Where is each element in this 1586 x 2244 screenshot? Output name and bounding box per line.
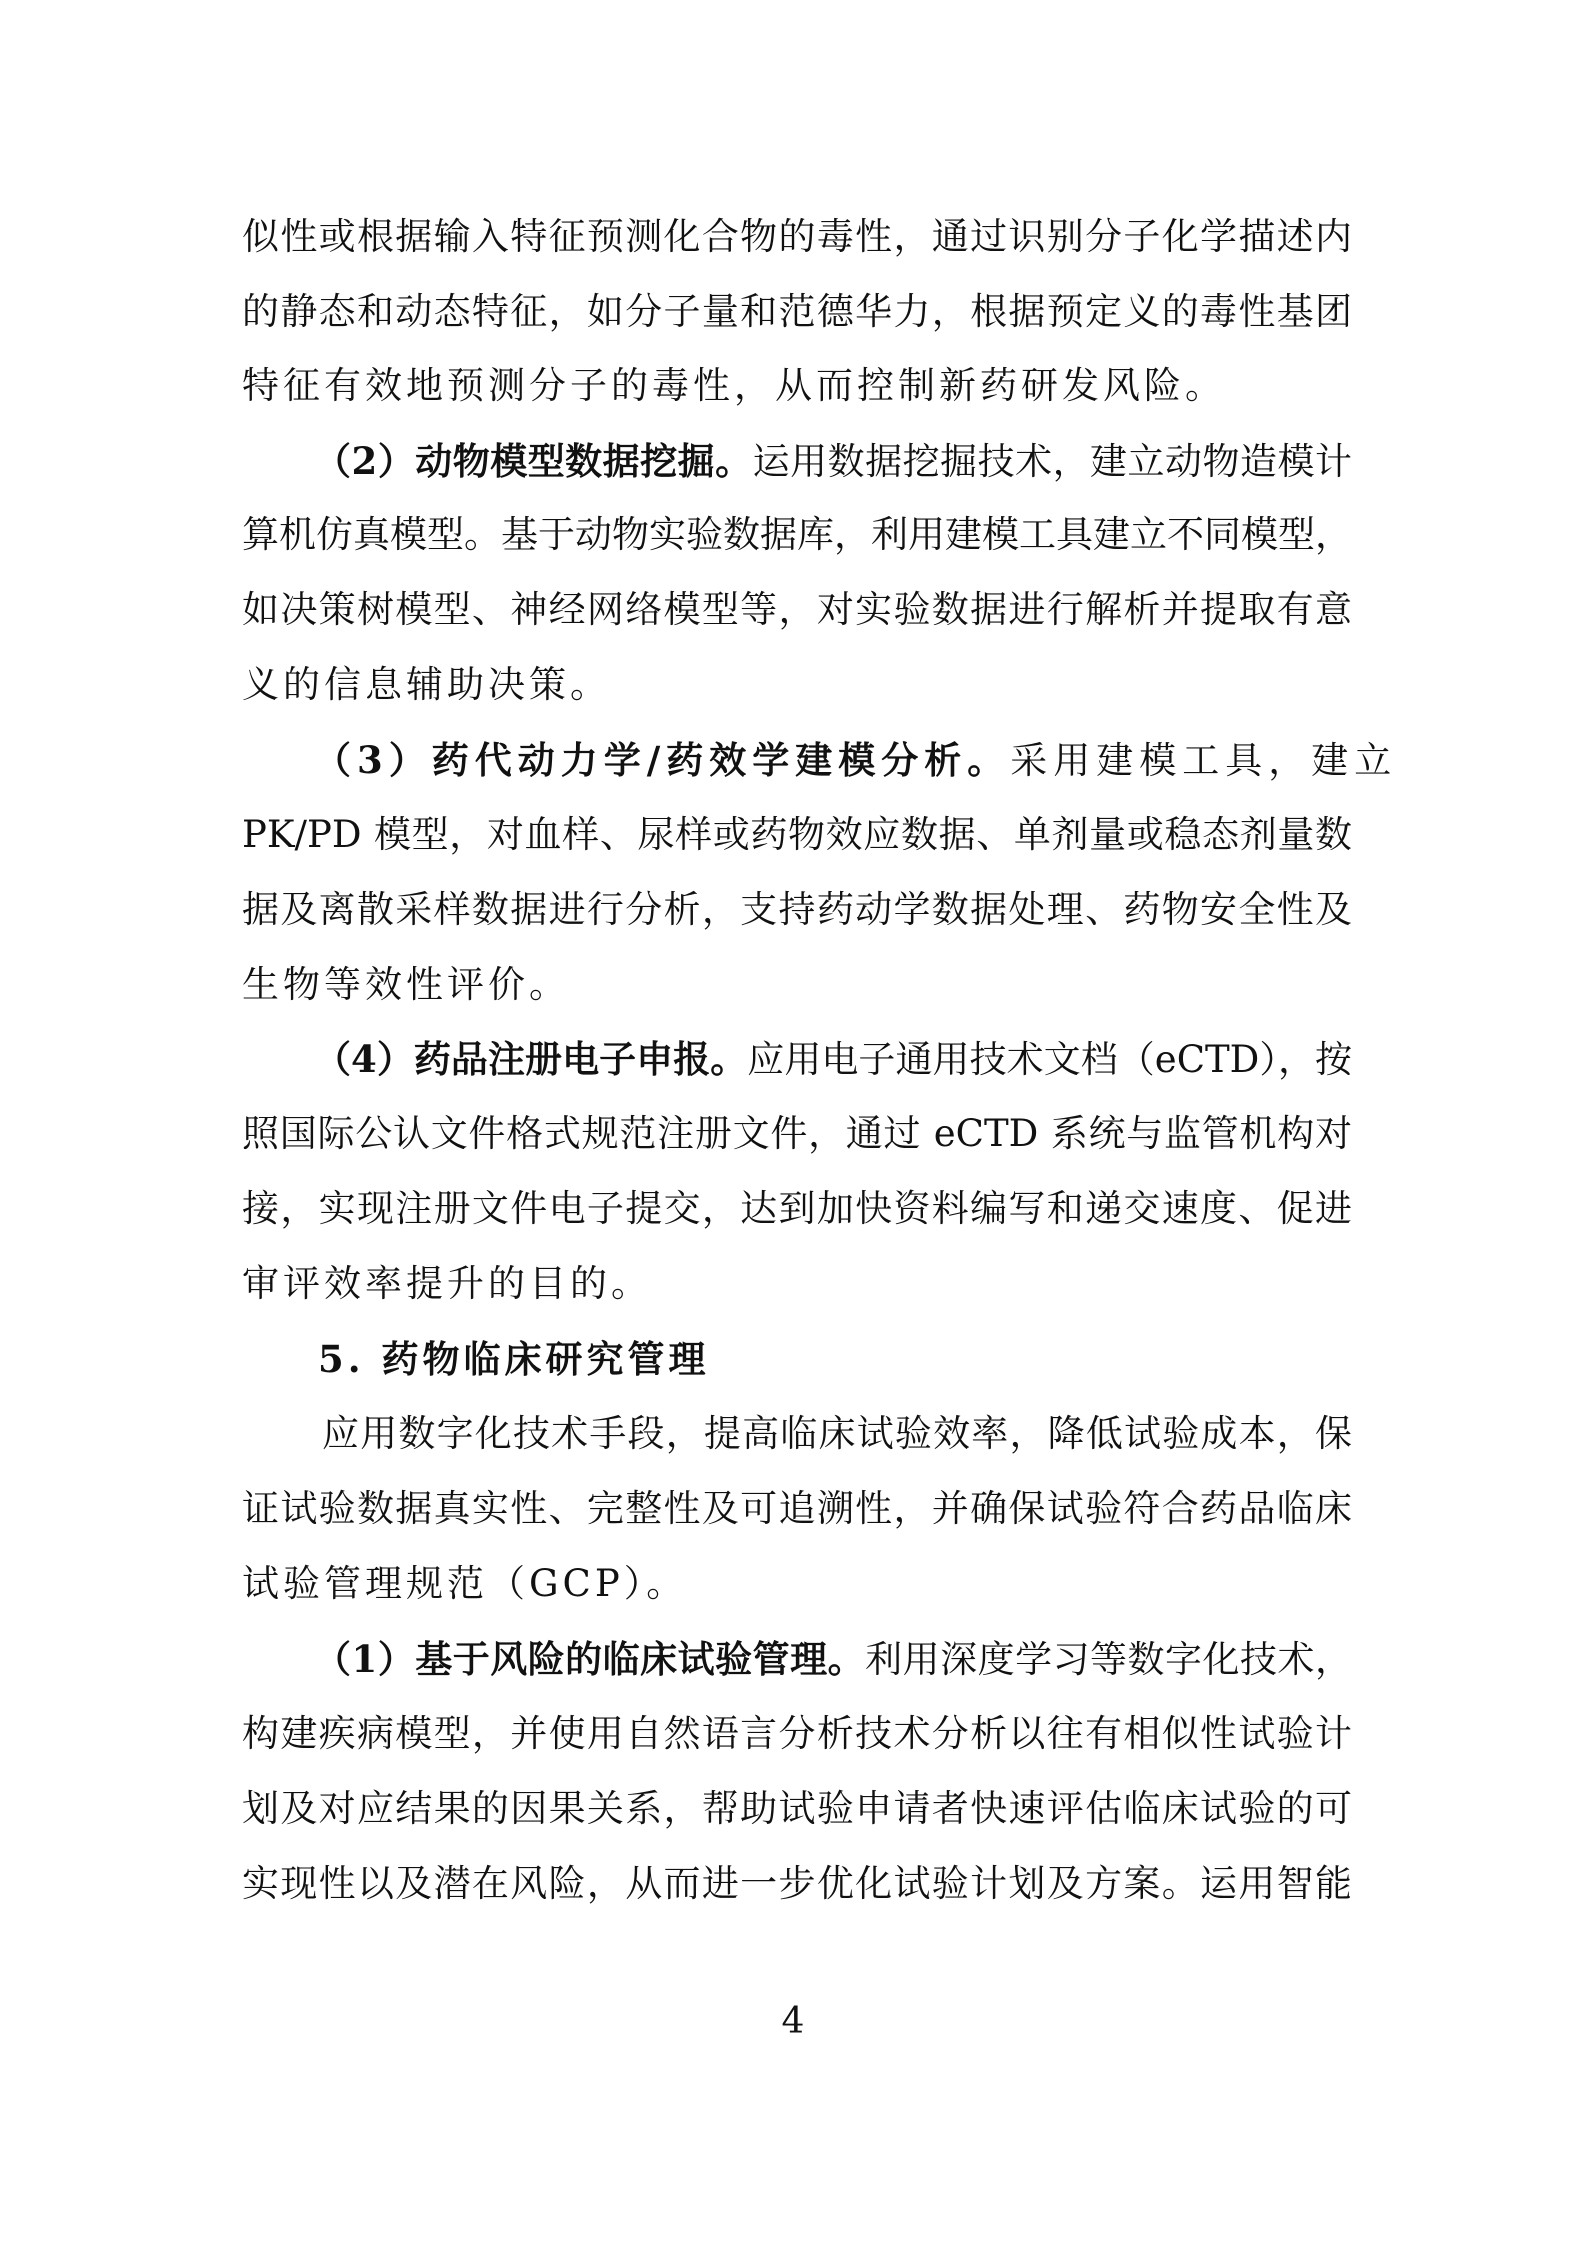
item-heading-pkpd-modeling: （3）药代动力学/药效学建模分析。 <box>314 738 1011 782</box>
paragraph-line: 算机仿真模型。基于动物实验数据库，利用建模工具建立不同模型， <box>242 513 1352 556</box>
paragraph-line: 审评效率提升的目的。 <box>242 1262 652 1305</box>
page-number: 4 <box>781 2001 805 2042</box>
paragraph-text: 应用电子通用技术文档（eCTD），按 <box>747 1038 1352 1081</box>
item-heading-risk-based-trial-management: （1）基于风险的临床试验管理。 <box>314 1637 866 1681</box>
item-heading-ectd-submission: （4）药品注册电子申报。 <box>314 1037 748 1081</box>
paragraph-line: 证试验数据真实性、完整性及可追溯性，并确保试验符合药品临床 <box>242 1487 1352 1530</box>
paragraph-text: 运用数据挖掘技术，建立动物造模计 <box>752 440 1353 483</box>
paragraph-line: 如决策树模型、神经网络模型等，对实验数据进行解析并提取有意 <box>242 588 1352 631</box>
paragraph-line: 应用数字化技术手段，提高临床试验效率，降低试验成本，保 <box>322 1412 1352 1455</box>
paragraph-text: 采用建模工具，建立 <box>1010 739 1398 782</box>
paragraph-line: 照国际公认文件格式规范注册文件，通过 eCTD 系统与监管机构对 <box>242 1112 1352 1155</box>
item-heading-animal-model-data-mining: （2）动物模型数据挖掘。 <box>314 439 753 483</box>
paragraph-line: 实现性以及潜在风险，从而进一步优化试验计划及方案。运用智能 <box>242 1862 1352 1905</box>
paragraph-line: 似性或根据输入特征预测化合物的毒性，通过识别分子化学描述内 <box>242 215 1352 258</box>
paragraph-line: 特征有效地预测分子的毒性，从而控制新药研发风险。 <box>242 364 1226 407</box>
paragraph-line <box>314 1034 1352 1084</box>
paragraph-text: 利用深度学习等数字化技术， <box>865 1638 1352 1681</box>
paragraph-line: 的静态和动态特征，如分子量和范德华力，根据预定义的毒性基团 <box>242 290 1352 333</box>
paragraph-line: 试验管理规范（GCP）。 <box>242 1562 688 1605</box>
paragraph-line <box>314 735 1398 785</box>
paragraph-line: 义的信息辅助决策。 <box>242 663 611 706</box>
paragraph-line: 构建疾病模型，并使用自然语言分析技术分析以往有相似性试验计 <box>242 1712 1352 1755</box>
paragraph-line <box>314 436 1352 486</box>
paragraph-line: 生物等效性评价。 <box>242 963 570 1006</box>
paragraph-line: 划及对应结果的因果关系，帮助试验申请者快速评估临床试验的可 <box>242 1787 1352 1830</box>
paragraph-line: 据及离散采样数据进行分析，支持药动学数据处理、药物安全性及 <box>242 888 1352 931</box>
paragraph-line: 接，实现注册文件电子提交，达到加快资料编写和递交速度、促进 <box>242 1187 1352 1230</box>
paragraph-line: PK/PD 模型，对血样、尿样或药物效应数据、单剂量或稳态剂量数 <box>242 813 1352 856</box>
paragraph-line <box>314 1634 1352 1684</box>
section-heading-clinical-research: 5. 药物临床研究管理 <box>318 1337 710 1381</box>
